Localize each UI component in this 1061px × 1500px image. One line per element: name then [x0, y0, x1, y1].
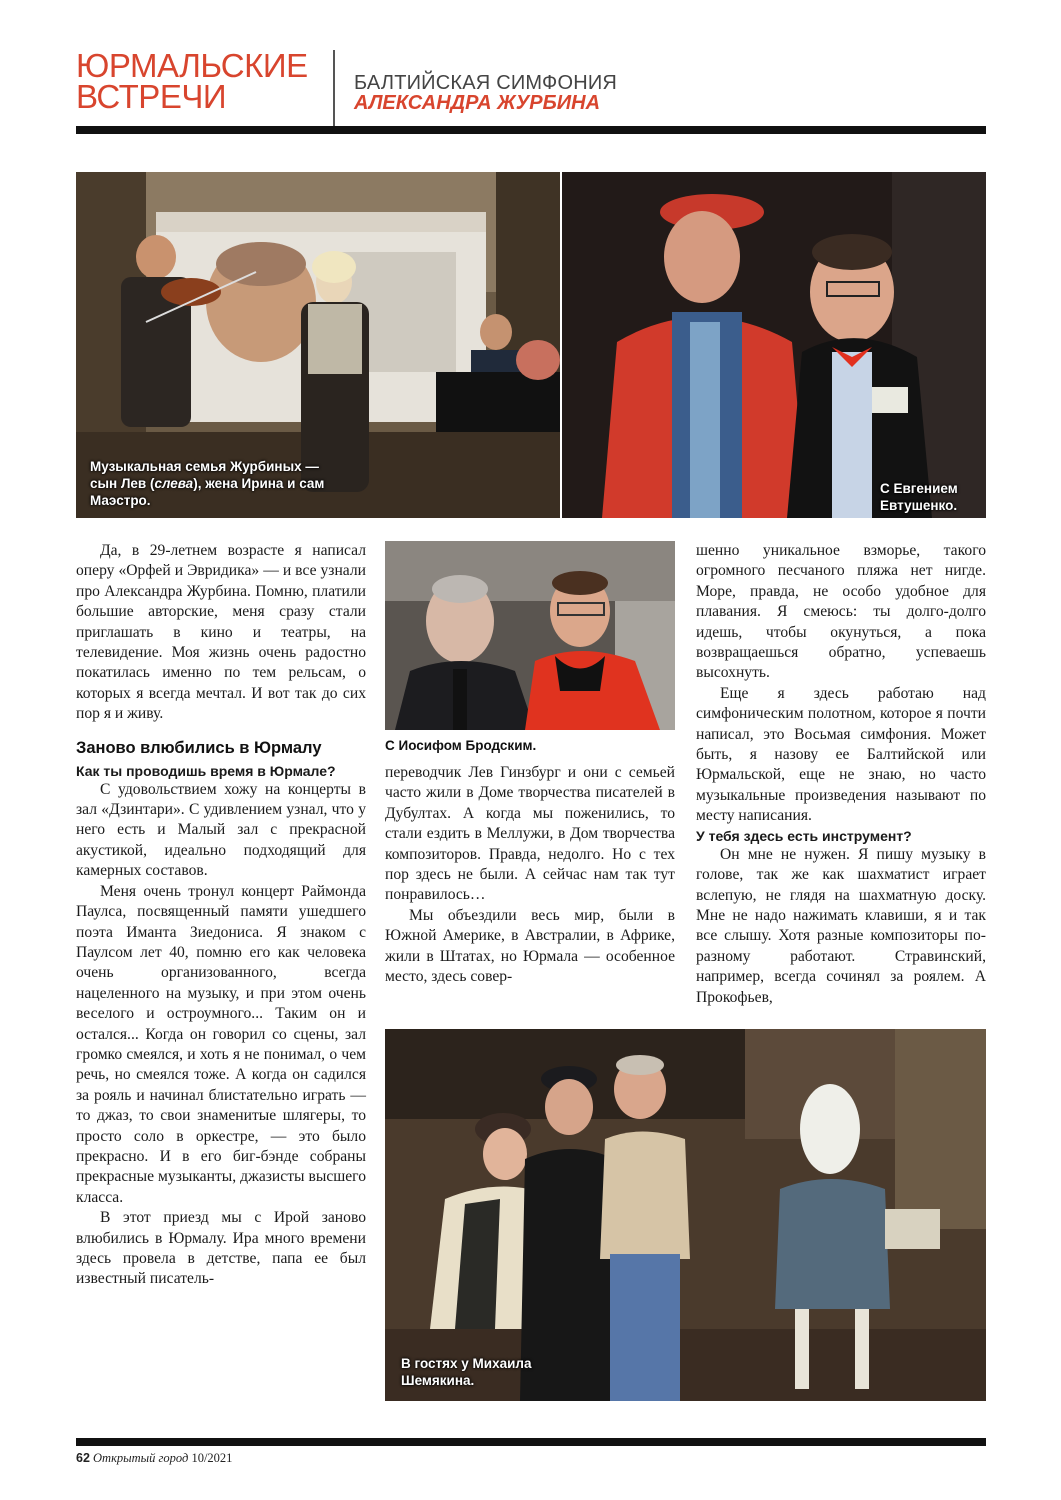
caption-line: Евтушенко.: [880, 498, 958, 513]
paragraph: С удовольствием хожу на концерты в зал «Дзинтари». С удивлением узнал, что у него есть и Малый зал с прекрасной акустикой, идеально подходящий для камерных составов.: [76, 780, 366, 880]
caption-text: сын Лев (: [90, 476, 155, 491]
bottom-rule: [76, 1438, 986, 1446]
rubric-line-1: ЮРМАЛЬСКИЕ: [76, 47, 308, 84]
paragraph: Да, в 29-летнем возрасте я написал оперу «Орфей и Эвридика» — и все узнали про Александра Журбина. Помню, платили большие авторские, меня сразу стали приглашать в кино и театры, на телевидение. Моя жизнь очень радостно покатилась именно по тем рельсам, о которых я всегда мечтал. И вот так до сих пор я и живу.: [76, 542, 366, 723]
magazine-name: Открытый город: [93, 1451, 189, 1465]
caption-italic: слева: [154, 476, 194, 491]
column-3: [696, 541, 986, 1008]
photo-yevtushenko: [562, 172, 986, 518]
paragraph: Меня очень тронул концерт Раймонда Паулса, посвященный памяти ушедшего поэта Иманта Зиедониса. Я знаком с Паулсом лет 40, помню его как человека очень организованного, всегда нацеленного на музыку, и при этом очень веселого и остроумного... Таким он и остался... Когда он говорил со сцены, зал громко смеялся, и хоть я не понимал, о чем речь, но смеялся тоже. А когда он садился за рояль и начинал блистательно играть — то джаз, то свои знаменитые шлягеры, то просто соло в оркестре, — это было прекрасно. И в его биг-бэнде собраны прекрасные музыканты, джазисты высшего класса.: [76, 882, 366, 1206]
photo-brodsky-caption: С Иосифом Бродским.: [385, 738, 537, 753]
article-subtitle-accent: АЛЕКСАНДРА ЖУРБИНА: [354, 92, 601, 114]
caption-line: Маэстро.: [90, 493, 151, 508]
paragraph: шенно уникальное взморье, такого огромного песчаного пляжа нет нигде. Море, правда, не особо удобное для плавания. Я смеюсь: ты долго-долго идешь, чтобы окунуться, а пока возвращаешься обратно, успеваешь высохнуть.: [696, 542, 986, 682]
caption-text: ), жена Ирина и сам: [193, 476, 325, 491]
caption-line: Шемякина.: [401, 1373, 475, 1388]
column-1: [76, 541, 366, 1290]
rubric-title: [76, 47, 326, 115]
interview-question: Как ты проводишь время в Юрмале?: [76, 762, 336, 779]
caption-line: [90, 475, 324, 492]
caption-line: В гостях у Михаила: [401, 1356, 532, 1371]
column-2: [385, 763, 675, 987]
photo-shemyakin-caption: [401, 1355, 531, 1389]
paragraph: переводчик Лев Гинзбург и они с семьей часто жили в Доме творчества писателей в Дубултах. А когда мы поженились, то стали ездить в Меллужи, в Дом творчества композиторов. Правда, недолго. Но с тех пор здесь не были. А сейчас нам так тут понравилось…: [385, 764, 675, 904]
section-heading: Заново влюбились в Юрмалу: [76, 738, 322, 757]
photo-brodsky: [385, 541, 675, 730]
paragraph: В этот приезд мы с Ирой заново влюбились в Юрмалу. Ира много времени здесь провела в детстве, папа ее был известный писатель-: [76, 1209, 366, 1288]
page-number: 62: [76, 1451, 90, 1465]
page-footer: [76, 1451, 232, 1466]
caption-line: Музыкальная семья Журбиных —: [90, 459, 319, 474]
caption-line: С Евгением: [880, 481, 958, 496]
interview-question: У тебя здесь есть инструмент?: [696, 827, 912, 844]
photo-shemyakin: [385, 1029, 986, 1401]
paragraph: Еще я здесь работаю над симфоническим полотном, которое я почти написал, это Восьмая симфония. Может быть, я назову ее Балтийской или Юрмальской, еще не знаю, но часто музыкальные произведения называют по месту написания.: [696, 684, 986, 825]
top-rule: [76, 126, 986, 134]
header-divider: [333, 50, 335, 126]
photo-yevtushenko-caption: [880, 480, 958, 514]
article-subtitle: БАЛТИЙСКАЯ СИМФОНИЯ: [354, 72, 618, 94]
paragraph: Он мне не нужен. Я пишу музыку в голове, так же как шахматист играет вслепую, не глядя на шахматную доску. Мне не надо нажимать клавиши, я и так все слышу. Хотя разные композиторы по-разному работают. Стравинский, например, всегда сочинял за роялем. А Прокофьев,: [696, 845, 986, 1006]
rubric-line-2: ВСТРЕЧИ: [76, 78, 227, 115]
photo-concert: [76, 172, 560, 518]
photo-concert-caption: [90, 458, 324, 509]
issue-number: 10/2021: [191, 1451, 233, 1465]
paragraph: Мы объездили весь мир, были в Южной Америке, в Австралии, в Африке, жили в Штатах, но Юрмала — особенное место, здесь совер-: [385, 906, 675, 986]
